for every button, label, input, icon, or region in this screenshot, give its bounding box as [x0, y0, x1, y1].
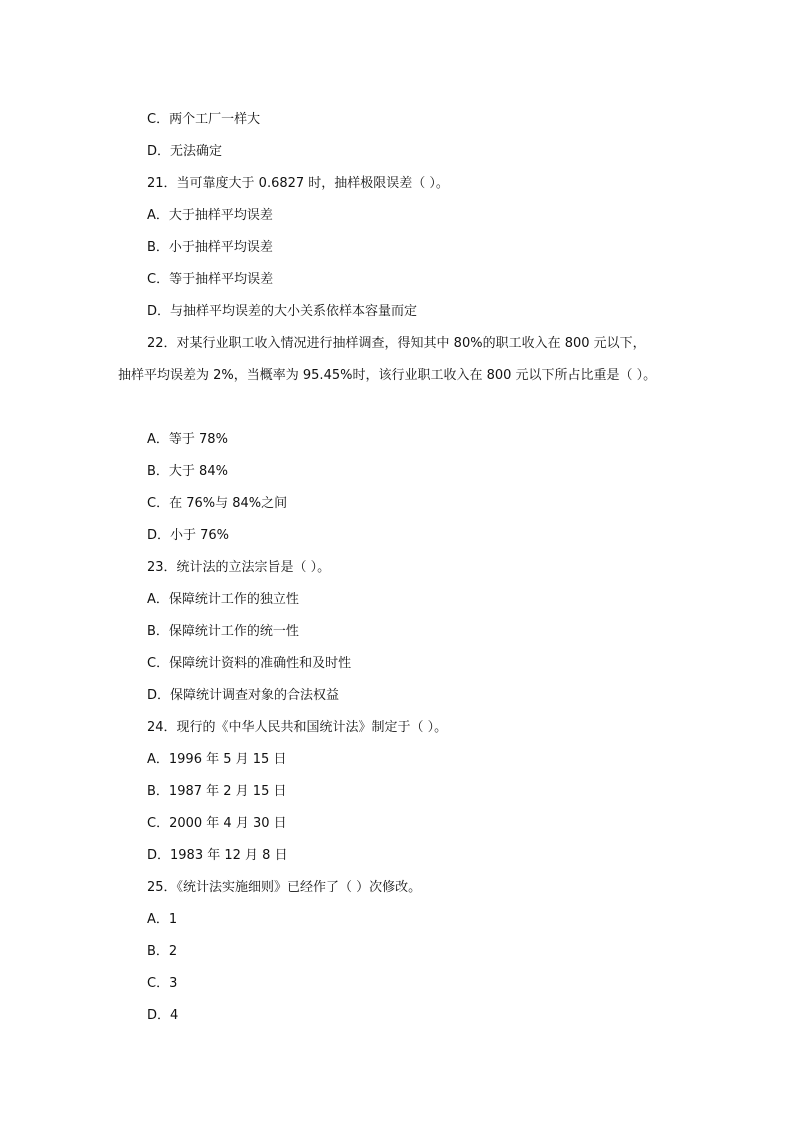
answer-option: D．保障统计调查对象的合法权益	[147, 688, 340, 703]
answer-option: D．4	[147, 1008, 179, 1023]
answer-option: D．小于 76%	[147, 528, 230, 543]
answer-option: D．与抽样平均误差的大小关系依样本容量而定	[147, 304, 418, 319]
answer-option: C．保障统计资料的准确性和及时性	[147, 656, 352, 671]
answer-option: B．2	[147, 944, 178, 959]
answer-option: A．1	[147, 912, 178, 927]
blank-line	[0, 397, 794, 429]
answer-option: C．3	[147, 976, 178, 991]
document-page	[0, 109, 794, 1037]
answer-option: C．2000 年 4 月 30 日	[147, 816, 287, 831]
question-stem: 21．当可靠度大于 0.6827 时，抽样极限误差（ ）。	[147, 176, 449, 191]
answer-option: B．保障统计工作的统一性	[147, 624, 299, 639]
question-stem: 24．现行的《中华人民共和国统计法》制定于（ ）。	[147, 720, 448, 735]
answer-option: A．大于抽样平均误差	[147, 208, 273, 223]
answer-option: B．1987 年 2 月 15 日	[147, 784, 287, 799]
question-stem: 25．《统计法实施细则》已经作了（ ）次修改。	[147, 880, 422, 895]
question-block-21-22	[0, 109, 794, 365]
question-22-continuation: 抽样平均误差为 2%，当概率为 95.45%时，该行业职工收入在 800 元以下所占比重是（ ）。	[118, 368, 657, 383]
answer-option: A．等于 78%	[147, 432, 228, 447]
question-stem: 23．统计法的立法宗旨是（ ）。	[147, 560, 331, 575]
answer-option: A．保障统计工作的独立性	[147, 592, 299, 607]
answer-option: B．大于 84%	[147, 464, 228, 479]
answer-option: D．1983 年 12 月 8 日	[147, 848, 288, 863]
question-stem: 22．对某行业职工收入情况进行抽样调查，得知其中 80%的职工收入在 800 元以下，	[147, 336, 646, 351]
answer-option: D．无法确定	[147, 144, 223, 159]
answer-option: C．两个工厂一样大	[147, 112, 261, 127]
answer-option: A．1996 年 5 月 15 日	[147, 752, 287, 767]
answer-option: B．小于抽样平均误差	[147, 240, 273, 255]
answer-option: C．等于抽样平均误差	[147, 272, 274, 287]
answer-option: C．在 76%与 84%之间	[147, 496, 288, 511]
question-block-22-25	[0, 429, 794, 1037]
